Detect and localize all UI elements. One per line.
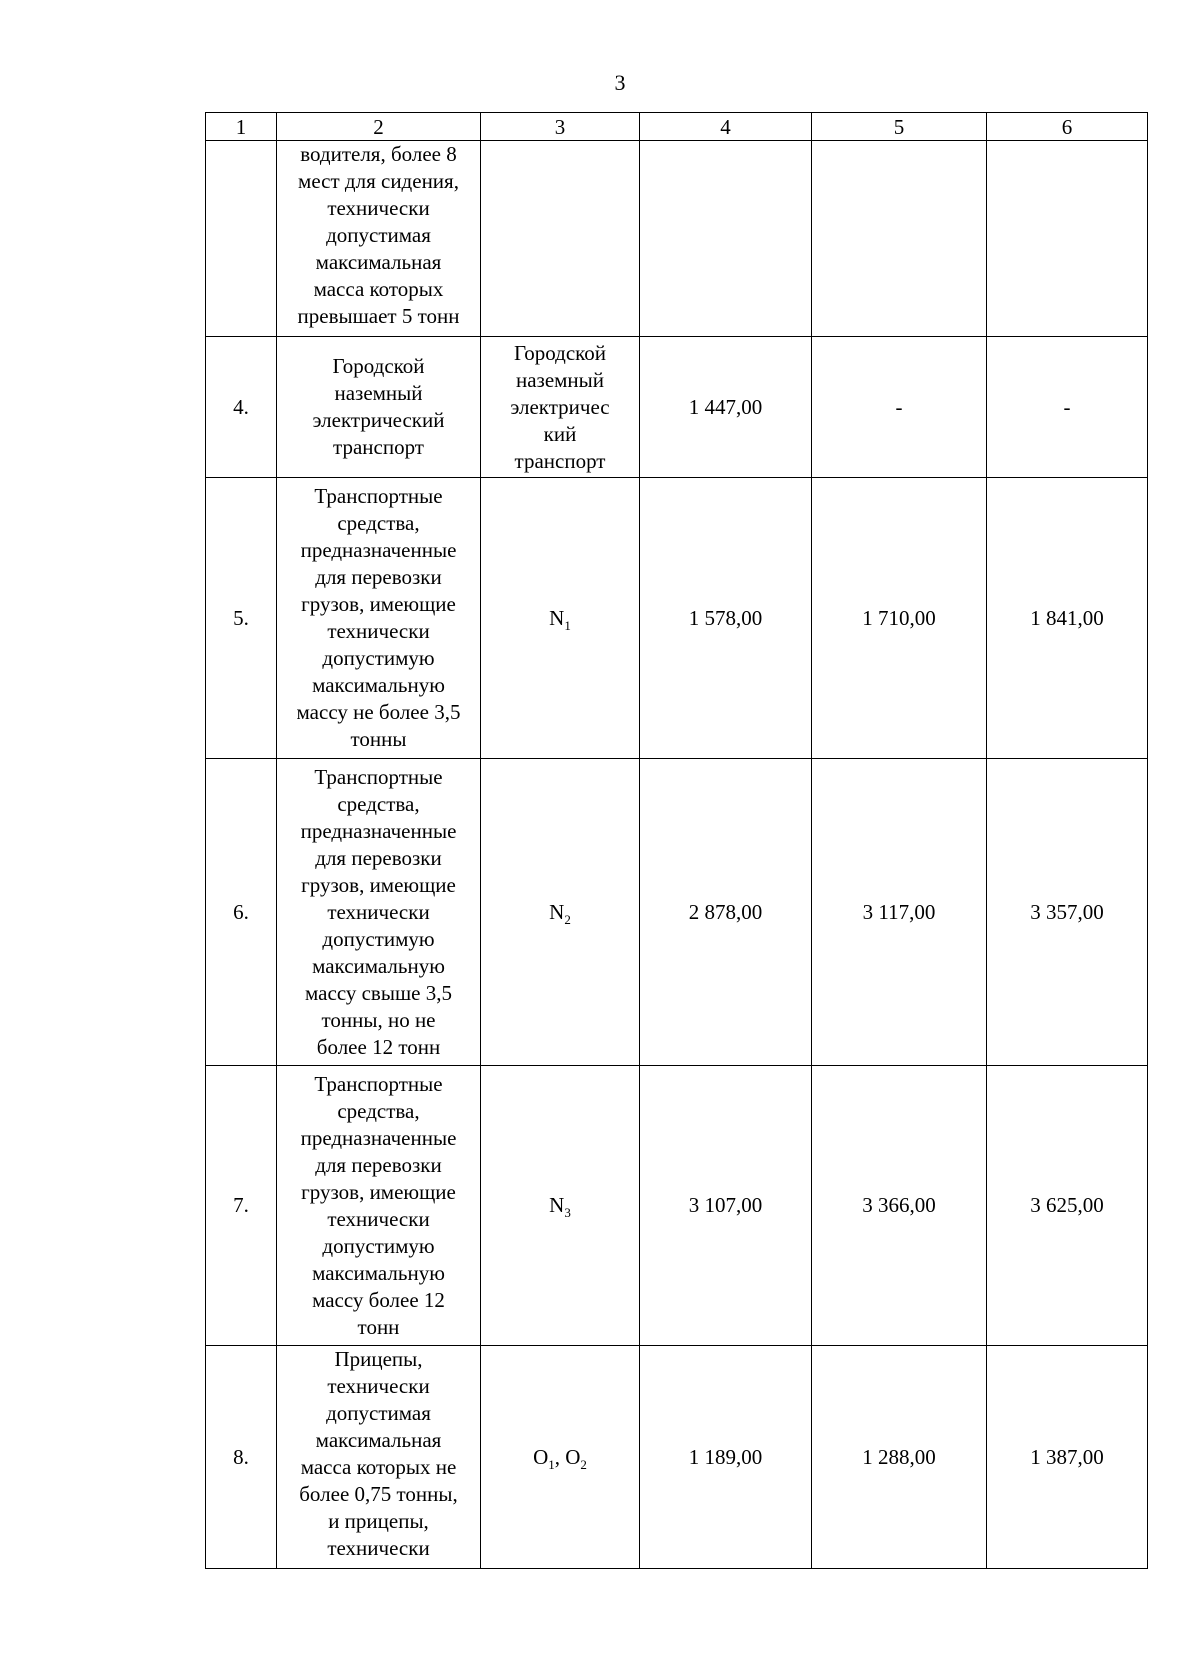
value-col-5-cell: 1 288,00	[812, 1346, 987, 1569]
description-text: Прицепы, технически допустимая максимальная масса которых не более 0,75 тонны, и прицепы, технически	[299, 1347, 458, 1560]
row-number-cell	[206, 141, 277, 337]
category-cell	[481, 759, 640, 1066]
row-number-cell: 4.	[206, 337, 277, 478]
category-subscript: 1	[564, 617, 571, 633]
value-col-6-cell: 3 357,00	[987, 759, 1148, 1066]
row-number-cell: 7.	[206, 1066, 277, 1346]
table-row	[206, 759, 1148, 1066]
description-text: Городской наземный электрический транспорт	[312, 354, 445, 459]
value-col-6-cell	[987, 141, 1148, 337]
header-cell-col-4: 4	[640, 113, 812, 141]
category-cell	[481, 1346, 640, 1569]
table-row	[206, 478, 1148, 759]
value-col-4-cell	[640, 141, 812, 337]
value-col-4-cell: 3 107,00	[640, 1066, 812, 1346]
value-col-6-cell: 1 387,00	[987, 1346, 1148, 1569]
category-cell	[481, 337, 640, 478]
table-header-row	[206, 113, 1148, 141]
row-number-cell: 5.	[206, 478, 277, 759]
value-col-6-cell: -	[987, 337, 1148, 478]
value-col-4-cell: 1 447,00	[640, 337, 812, 478]
category-base: N	[549, 605, 565, 630]
category-base: N	[549, 1193, 565, 1217]
value-col-6-cell: 1 841,00	[987, 478, 1148, 759]
value-col-5-cell: 3 117,00	[812, 759, 987, 1066]
category-base: O	[533, 1444, 549, 1469]
category-subscript: 1	[548, 1456, 555, 1472]
value-col-5-cell: 1 710,00	[812, 478, 987, 759]
description-text: Транспортные средства, предназначенные для перевозки грузов, имеющие технически допустимую максимальную массу не более 3,5 тонны	[296, 484, 461, 751]
category-base: N	[549, 899, 565, 924]
category-subscript: 3	[564, 1205, 571, 1221]
value-col-4-cell: 1 189,00	[640, 1346, 812, 1569]
category-subscript: 2	[580, 1456, 587, 1472]
table-row	[206, 1066, 1148, 1346]
description-cell	[277, 1346, 481, 1569]
category-base: O	[565, 1444, 581, 1469]
table-row	[206, 1346, 1148, 1569]
table-row	[206, 141, 1148, 337]
category-separator: ,	[554, 1444, 566, 1469]
description-cell	[277, 337, 481, 478]
header-cell-col-1: 1	[206, 113, 277, 141]
description-cell	[277, 141, 481, 337]
description-text: Транспортные средства, предназначенные для перевозки грузов, имеющие технически допустимую максимальную массу свыше 3,5 тонны, но не более 12 тонн	[300, 764, 457, 1059]
description-cell	[277, 1066, 481, 1346]
header-cell-col-6: 6	[987, 113, 1148, 141]
category-subscript: 2	[564, 911, 571, 927]
category-cell	[481, 141, 640, 337]
row-number-cell: 8.	[206, 1346, 277, 1569]
category-cell	[481, 478, 640, 759]
rates-table	[205, 112, 1148, 1569]
description-text: Транспортные средства, предназначенные для перевозки грузов, имеющие технически допустимую максимальную массу более 12 тонн	[300, 1071, 457, 1339]
header-cell-col-2: 2	[277, 113, 481, 141]
description-text: водителя, более 8 мест для сидения, технически допустимая максимальная масса которых превышает 5 тонн	[297, 142, 460, 328]
category-text: Городской наземный электричес кий транспорт	[510, 340, 610, 473]
category-cell	[481, 1066, 640, 1346]
value-col-4-cell: 2 878,00	[640, 759, 812, 1066]
row-number-cell: 6.	[206, 759, 277, 1066]
header-cell-col-3: 3	[481, 113, 640, 141]
value-col-5-cell	[812, 141, 987, 337]
value-col-5-cell: -	[812, 337, 987, 478]
value-col-6-cell: 3 625,00	[987, 1066, 1148, 1346]
description-cell	[277, 759, 481, 1066]
table-row	[206, 337, 1148, 478]
value-col-4-cell: 1 578,00	[640, 478, 812, 759]
value-col-5-cell: 3 366,00	[812, 1066, 987, 1346]
page-number: 3	[614, 70, 626, 95]
description-cell	[277, 478, 481, 759]
header-cell-col-5: 5	[812, 113, 987, 141]
